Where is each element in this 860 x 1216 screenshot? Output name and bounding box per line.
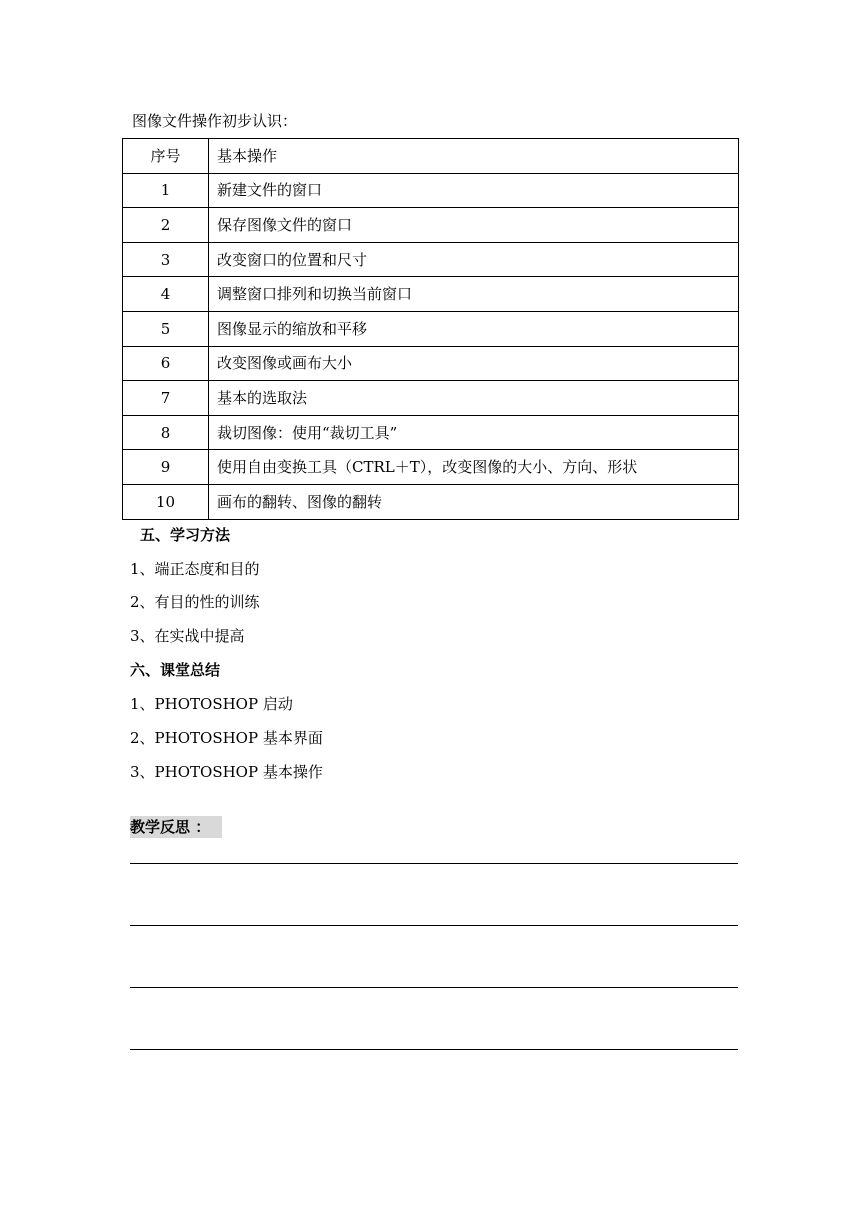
intro-text: 图像文件操作初步认识： (132, 112, 298, 130)
row-num-cell: 2 (123, 208, 209, 243)
table-row (123, 450, 739, 485)
table-row (123, 484, 739, 519)
row-num-cell: 9 (123, 450, 209, 485)
section6-item: 2、PHOTOSHOP 基本界面 (130, 729, 323, 747)
section5-item: 2、有目的性的训练 (130, 593, 260, 611)
reflection-line (130, 987, 738, 988)
row-op-cell: 新建文件的窗口 (209, 173, 739, 208)
section5-item: 3、在实战中提高 (130, 627, 245, 645)
row-num-cell: 8 (123, 415, 209, 450)
row-num-cell: 10 (123, 484, 209, 519)
table-row (123, 173, 739, 208)
row-op-cell: 调整窗口排列和切换当前窗口 (209, 277, 739, 312)
section5-heading: 五、学习方法 (140, 526, 231, 544)
reflection-line (130, 863, 738, 864)
table-row (123, 381, 739, 416)
row-op-cell: 改变图像或画布大小 (209, 346, 739, 381)
section6-item: 3、PHOTOSHOP 基本操作 (130, 763, 323, 781)
row-op-cell: 图像显示的缩放和平移 (209, 311, 739, 346)
table-row (123, 346, 739, 381)
table-row (123, 415, 739, 450)
row-op-cell: 基本的选取法 (209, 381, 739, 416)
reflection-line (130, 925, 738, 926)
row-num-cell: 5 (123, 311, 209, 346)
header-op-cell: 基本操作 (209, 139, 739, 174)
row-num-cell: 3 (123, 242, 209, 277)
row-num-cell: 1 (123, 173, 209, 208)
section6-item: 1、PHOTOSHOP 启动 (130, 695, 293, 713)
section5-item: 1、端正态度和目的 (130, 560, 260, 578)
section6-heading: 六、课堂总结 (130, 661, 221, 679)
table-row (123, 208, 739, 243)
row-op-cell: 使用自由变换工具（CTRL＋T），改变图像的大小、方向、形状 (209, 450, 739, 485)
table-row (123, 311, 739, 346)
reflection-label: 教学反思 ： (130, 816, 222, 838)
header-num-cell: 序号 (123, 139, 209, 174)
reflection-line (130, 1049, 738, 1050)
table-row (123, 277, 739, 312)
row-num-cell: 6 (123, 346, 209, 381)
row-op-cell: 裁切图像：使用“裁切工具” (209, 415, 739, 450)
row-op-cell: 改变窗口的位置和尺寸 (209, 242, 739, 277)
row-num-cell: 4 (123, 277, 209, 312)
row-op-cell: 画布的翻转、图像的翻转 (209, 484, 739, 519)
row-op-cell: 保存图像文件的窗口 (209, 208, 739, 243)
operations-table (122, 138, 739, 520)
row-num-cell: 7 (123, 381, 209, 416)
table-row (123, 242, 739, 277)
table-header-row (123, 139, 739, 174)
